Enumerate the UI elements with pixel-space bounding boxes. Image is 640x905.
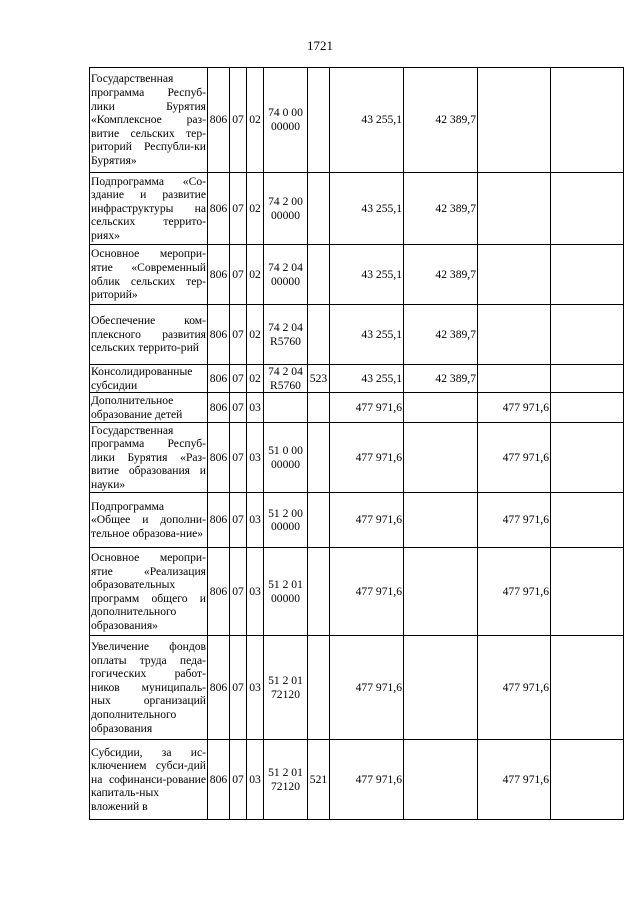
- empty-cell: [551, 365, 624, 393]
- target-article-line1: 74 0 00: [268, 106, 303, 120]
- amount-cell-1: 43 255,1: [330, 305, 404, 365]
- target-article-line2: 00000: [271, 208, 300, 222]
- subsection-code-cell: 03: [247, 423, 264, 493]
- target-article-line2: 72120: [271, 779, 300, 793]
- section-code-cell: 07: [230, 68, 247, 173]
- table-row: [90, 423, 624, 493]
- budget-table-body: [90, 68, 624, 820]
- row-name-cell: Дополнительное образование детей: [90, 393, 208, 423]
- empty-cell: [551, 393, 624, 423]
- amount-cell-1: 477 971,6: [330, 740, 404, 820]
- expense-type-cell: [308, 548, 330, 636]
- row-name-cell: Обеспечение ком-плексного развития сельских террито-рий: [90, 305, 208, 365]
- expense-type-cell: [308, 68, 330, 173]
- target-article-line2: 00000: [271, 457, 300, 471]
- empty-cell: [551, 423, 624, 493]
- target-article-cell: [264, 245, 308, 305]
- amount-cell-2: 42 389,7: [404, 305, 478, 365]
- amount-cell-3: 477 971,6: [478, 740, 551, 820]
- target-article-line1: 51 2 01: [268, 766, 303, 780]
- subsection-code-cell: 02: [247, 68, 264, 173]
- subsection-code-cell: 02: [247, 245, 264, 305]
- empty-cell: [551, 173, 624, 245]
- expense-type-cell: [308, 636, 330, 740]
- target-article-cell: [264, 173, 308, 245]
- table-row: [90, 173, 624, 245]
- ministry-code-cell: 806: [208, 548, 230, 636]
- amount-cell-2: [404, 493, 478, 548]
- target-article-cell: [264, 493, 308, 548]
- target-article-cell: [264, 636, 308, 740]
- amount-cell-3: 477 971,6: [478, 493, 551, 548]
- row-name-cell: Увеличение фондов оплаты труда педа-гогических работ-ников муниципаль-ных организаций дополнительного образования: [90, 636, 208, 740]
- target-article-cell: [264, 365, 308, 393]
- table-row: [90, 245, 624, 305]
- row-name-cell: Субсидии, за ис-ключением субси-дий на софинанси-рование капиталь-ных вложений в: [90, 740, 208, 820]
- section-code-cell: 07: [230, 548, 247, 636]
- amount-cell-1: 43 255,1: [330, 173, 404, 245]
- amount-cell-2: [404, 423, 478, 493]
- target-article-line2: 00000: [271, 591, 300, 605]
- subsection-code-cell: 03: [247, 636, 264, 740]
- target-article-line1: 74 2 04: [268, 320, 303, 334]
- expense-type-cell: [308, 245, 330, 305]
- section-code-cell: 07: [230, 365, 247, 393]
- section-code-cell: 07: [230, 305, 247, 365]
- section-code-cell: 07: [230, 423, 247, 493]
- expense-type-cell: [308, 423, 330, 493]
- amount-cell-1: 43 255,1: [330, 245, 404, 305]
- empty-cell: [551, 636, 624, 740]
- amount-cell-1: 477 971,6: [330, 393, 404, 423]
- section-code-cell: 07: [230, 493, 247, 548]
- section-code-cell: 07: [230, 173, 247, 245]
- empty-cell: [551, 245, 624, 305]
- amount-cell-3: [478, 68, 551, 173]
- expense-type-cell: [308, 173, 330, 245]
- amount-cell-3: [478, 365, 551, 393]
- amount-cell-2: 42 389,7: [404, 173, 478, 245]
- amount-cell-2: 42 389,7: [404, 365, 478, 393]
- amount-cell-3: 477 971,6: [478, 636, 551, 740]
- target-article-line1: 51 2 00: [268, 506, 303, 520]
- target-article-line2: R5760: [270, 378, 301, 392]
- target-article-line2: 00000: [271, 120, 300, 133]
- amount-cell-3: 477 971,6: [478, 548, 551, 636]
- amount-cell-3: 477 971,6: [478, 423, 551, 493]
- row-name-cell: Государственная программа Респуб-лики Бурятия «Раз-витие образования и науки»: [91, 423, 206, 492]
- amount-cell-1: 477 971,6: [330, 636, 404, 740]
- table-row: [90, 393, 624, 423]
- ministry-code-cell: 806: [208, 365, 230, 393]
- subsection-code-cell: 03: [247, 548, 264, 636]
- target-article-cell: [264, 740, 308, 820]
- row-name-cell: Консолидированные субсидии: [90, 365, 208, 393]
- expense-type-cell: 521: [308, 740, 330, 820]
- row-name-cell: Основное меропри-ятие «Современный облик сельских тер-риторий»: [90, 245, 208, 305]
- ministry-code-cell: 806: [208, 393, 230, 423]
- subsection-code-cell: 03: [247, 740, 264, 820]
- amount-cell-2: [404, 548, 478, 636]
- empty-cell: [551, 68, 624, 173]
- row-name-cell: Подпрограмма «Со-здание и развитие инфраструктуры на сельских террито-риях»: [90, 173, 208, 245]
- table-row: [90, 636, 624, 740]
- ministry-code-cell: 806: [208, 305, 230, 365]
- target-article-line1: 74 2 00: [268, 194, 303, 208]
- target-article-line1: 74 2 04: [268, 365, 303, 378]
- row-name-cell: Подпрограмма «Общее и дополни-тельное образова-ние»: [90, 493, 208, 548]
- subsection-code-cell: 03: [247, 493, 264, 548]
- amount-cell-2: [404, 393, 478, 423]
- expense-type-cell: 523: [308, 365, 330, 393]
- section-code-cell: 07: [230, 393, 247, 423]
- target-article-line1: 51 0 00: [268, 444, 303, 458]
- expense-type-cell: [308, 493, 330, 548]
- amount-cell-3: [478, 305, 551, 365]
- target-article-cell: [264, 423, 308, 493]
- target-article-line1: 51 2 01: [268, 578, 303, 592]
- empty-cell: [551, 548, 624, 636]
- amount-cell-3: 477 971,6: [478, 393, 551, 423]
- amount-cell-2: [404, 740, 478, 820]
- subsection-code-cell: 03: [247, 393, 264, 423]
- target-article-line2: R5760: [270, 334, 301, 348]
- ministry-code-cell: 806: [208, 493, 230, 548]
- row-name-cell: Основное меропри-ятие «Реализация образовательных программ общего и дополнительного образования»: [90, 548, 208, 636]
- amount-cell-2: [404, 636, 478, 740]
- ministry-code-cell: 806: [208, 173, 230, 245]
- table-row: [90, 68, 624, 173]
- ministry-code-cell: 806: [208, 68, 230, 173]
- target-article-cell: [264, 305, 308, 365]
- amount-cell-1: 43 255,1: [330, 365, 404, 393]
- amount-cell-1: 477 971,6: [330, 493, 404, 548]
- target-article-line1: 74 2 04: [268, 260, 303, 274]
- target-article-line2: 72120: [271, 687, 300, 701]
- amount-cell-2: 42 389,7: [404, 245, 478, 305]
- section-code-cell: 07: [230, 245, 247, 305]
- amount-cell-1: 43 255,1: [330, 68, 404, 173]
- ministry-code-cell: 806: [208, 245, 230, 305]
- table-row: [90, 740, 624, 820]
- ministry-code-cell: 806: [208, 423, 230, 493]
- ministry-code-cell: 806: [208, 740, 230, 820]
- ministry-code-cell: 806: [208, 636, 230, 740]
- amount-cell-2: 42 389,7: [404, 68, 478, 173]
- row-name-cell: Государственная программа Респуб-лики Бурятия «Комплексное раз-витие сельских тер-риторий Республи-ки Бурятия»: [90, 68, 208, 173]
- budget-table: [89, 67, 624, 820]
- table-row: [90, 365, 624, 393]
- target-article-cell: [264, 393, 308, 423]
- target-article-cell: [264, 68, 308, 173]
- amount-cell-1: 477 971,6: [330, 423, 404, 493]
- target-article-line1: 51 2 01: [268, 674, 303, 688]
- target-article-line2: 00000: [271, 274, 300, 288]
- table-row: [90, 548, 624, 636]
- section-code-cell: 07: [230, 740, 247, 820]
- page-number: 1721: [307, 38, 333, 53]
- subsection-code-cell: 02: [247, 173, 264, 245]
- amount-cell-3: [478, 245, 551, 305]
- amount-cell-3: [478, 173, 551, 245]
- subsection-code-cell: 02: [247, 365, 264, 393]
- subsection-code-cell: 02: [247, 305, 264, 365]
- empty-cell: [551, 740, 624, 820]
- table-row: [90, 493, 624, 548]
- empty-cell: [551, 305, 624, 365]
- target-article-cell: [264, 548, 308, 636]
- amount-cell-1: 477 971,6: [330, 548, 404, 636]
- expense-type-cell: [308, 393, 330, 423]
- expense-type-cell: [308, 305, 330, 365]
- section-code-cell: 07: [230, 636, 247, 740]
- target-article-line2: 00000: [271, 520, 300, 534]
- table-row: [90, 305, 624, 365]
- empty-cell: [551, 493, 624, 548]
